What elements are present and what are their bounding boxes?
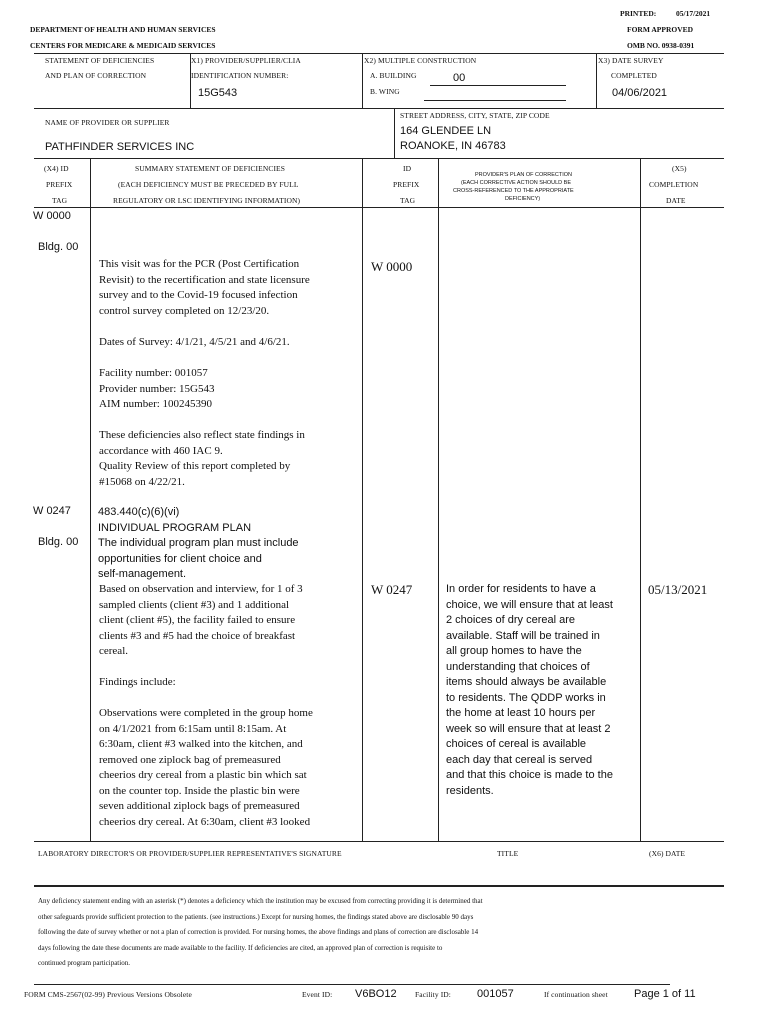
x3-label-1: X3) DATE SURVEY	[598, 56, 664, 65]
x5-header-1: (X5)	[672, 164, 687, 173]
facility-id: 001057	[477, 988, 514, 1000]
clia-number: 15G543	[198, 87, 238, 99]
regulation-text: 483.440(c)(6)(vi) INDIVIDUAL PROGRAM PLAN The individual program plan must include opportunities for client choice and self-management.	[98, 506, 299, 580]
visit-summary: This visit was for the PCR (Post Certification Revisit) to the recertification and state licensure survey and to the Covid-19 focused infection control survey completed on 12/23/20.	[99, 258, 310, 317]
survey-completed-date: 04/06/2021	[612, 87, 668, 99]
row1-tag: W 0000	[33, 210, 71, 222]
id-header-3: TAG	[400, 196, 416, 205]
observations-text: Observations were completed in the group home on 4/1/2021 from 6:15am until 8:15am. At 6:30am, client #3 walked into the kitchen, and removed one ziplock bag of premeasured cheerios dry cereal from a plastic bin which sat on the counter top. Inside the plastic bin were seven additional ziplock bags of premeasured cheerios dry cereal. At 6:30am, client #3 looked	[99, 707, 313, 828]
event-id: V6BO12	[355, 988, 397, 1000]
facility-id-label: Facility ID:	[415, 990, 451, 999]
building-label: A. BUILDING	[370, 71, 417, 80]
provider-name-label: NAME OF PROVIDER OR SUPPLIER	[45, 118, 170, 127]
row2-tag: W 0247	[33, 505, 71, 517]
x1-label-2: IDENTIFICATION NUMBER:	[191, 71, 289, 80]
summary-header-2: (EACH DEFICIENCY MUST BE PRECEDED BY FULL	[118, 180, 299, 189]
address-line-1: 164 GLENDEE LN	[400, 125, 492, 137]
address-line-2: ROANOKE, IN 46783	[400, 140, 506, 152]
form-number: FORM CMS-2567(02-99) Previous Versions Obsolete	[24, 990, 192, 999]
plan-of-correction: In order for residents to have a choice, we will ensure that at least 2 choices of dry cereal are available. Staff will be trained in all group homes to have the understanding that choices of items should always be available to residents. The QDDP works in the home at least 10 hours per week so will ensure that at least 2 choices of cereal is available each day that cereal is served and that this choice is made to the residents.	[446, 583, 613, 797]
id-header-1: ID	[403, 164, 412, 173]
printed-date: 05/17/2021	[676, 9, 711, 18]
omb-number: OMB NO. 0938-0391	[627, 41, 695, 50]
disclaimer: Any deficiency statement ending with an asterisk (*) denotes a deficiency which the institution may be excused from correcting providing it is determined that other safeguards provide sufficient protection to the patients. (see instructions.) Except for nursing homes, the findings stated above are disclosable 90 days following the date of survey whether or not a plan of correction is provided. For nursing homes, the above findings and plans of correction are disclosable 14 days following the date these documents are made available to the facility. If deficiencies are cited, an approved plan of correction is requisite to continued program participation.	[38, 897, 483, 967]
survey-dates: Dates of Survey: 4/1/21, 4/5/21 and 4/6/21.	[99, 336, 290, 348]
signature-label: LABORATORY DIRECTOR'S OR PROVIDER/SUPPLIER REPRESENTATIVE'S SIGNATURE	[38, 849, 342, 858]
row2-building: Bldg. 00	[38, 536, 79, 548]
plan-header-4: DEFICIENCY)	[505, 196, 541, 202]
title-label: TITLE	[497, 849, 519, 858]
department-title: DEPARTMENT OF HEALTH AND HUMAN SERVICES	[30, 25, 216, 34]
facility-numbers: Facility number: 001057 Provider number: 15G543 AIM number: 100245390	[99, 367, 215, 410]
state-findings: These deficiencies also reflect state findings in accordance with 460 IAC 9. Quality Review of this report completed by #15068 on 4/22/21.	[99, 429, 305, 488]
x4-header-1: (X4) ID	[44, 164, 69, 173]
row1-building: Bldg. 00	[38, 241, 79, 253]
findings-heading: Findings include:	[99, 676, 176, 688]
completion-date: 05/13/2021	[648, 582, 708, 597]
x3-label-2: COMPLETED	[611, 71, 657, 80]
x5-header-3: DATE	[666, 196, 686, 205]
page-number: Page 1 of 11	[634, 988, 696, 1000]
deficiency-statement: Based on observation and interview, for 1 of 3 sampled clients (client #3) and 1 additional client (client #5), the facility failed to ensure clients #3 and #5 had the choice of breakfast cereal.	[99, 583, 303, 657]
building-value: 00	[453, 72, 466, 84]
x2-label: X2) MULTIPLE CONSTRUCTION	[364, 56, 477, 65]
row2-id-tag: W 0247	[371, 582, 413, 597]
wing-label: B. WING	[370, 87, 400, 96]
provider-name: PATHFINDER SERVICES INC	[45, 141, 195, 153]
x5-header-2: COMPLETION	[649, 180, 699, 189]
id-header-2: PREFIX	[393, 180, 420, 189]
row1-id-tag: W 0000	[371, 259, 413, 274]
x6-date-label: (X6) DATE	[649, 849, 686, 858]
event-id-label: Event ID:	[302, 990, 333, 999]
statement-label-1: STATEMENT OF DEFICIENCIES	[45, 56, 155, 65]
x4-header-2: PREFIX	[46, 180, 73, 189]
summary-header-1: SUMMARY STATEMENT OF DEFICIENCIES	[135, 164, 286, 173]
plan-header-3: CROSS-REFERENCED TO THE APPROPRIATE	[453, 188, 574, 194]
printed-label: PRINTED:	[620, 9, 657, 18]
statement-label-2: AND PLAN OF CORRECTION	[45, 71, 147, 80]
x1-label-1: X1) PROVIDER/SUPPLIER/CLIA	[191, 56, 301, 65]
centers-title: CENTERS FOR MEDICARE & MEDICAID SERVICES	[30, 41, 216, 50]
continuation-label: If continuation sheet	[544, 990, 608, 999]
x4-header-3: TAG	[52, 196, 68, 205]
plan-header-2: (EACH CORRECTIVE ACTION SHOULD BE	[461, 180, 572, 186]
plan-header-1: PROVIDER'S PLAN OF CORRECTION	[475, 172, 573, 178]
form-approved: FORM APPROVED	[627, 25, 694, 34]
address-label: STREET ADDRESS, CITY, STATE, ZIP CODE	[400, 111, 550, 120]
summary-header-3: REGULATORY OR LSC IDENTIFYING INFORMATION)	[113, 196, 301, 205]
